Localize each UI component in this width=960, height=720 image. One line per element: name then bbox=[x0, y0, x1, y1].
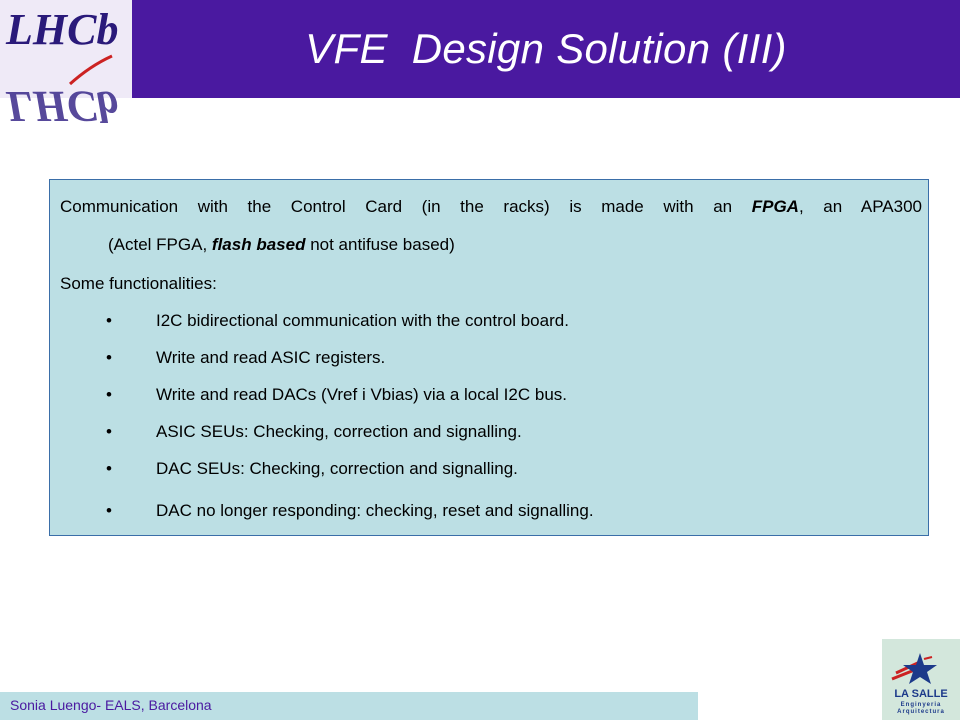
para1-text-post: , an APA300 bbox=[798, 197, 922, 216]
bullet-symbol: • bbox=[106, 501, 112, 520]
lhcb-logo bbox=[0, 0, 132, 131]
lasalle-sub1: Enginyeria bbox=[900, 702, 942, 708]
list-item-text: Write and read ASIC registers. bbox=[156, 348, 386, 367]
lhcb-logo-swoosh bbox=[70, 56, 112, 84]
lhcb-logo-mirror-text: LHCb bbox=[6, 82, 119, 131]
footer-bar bbox=[0, 692, 698, 720]
footer-author: Sonia Luengo- EALS, Barcelona bbox=[10, 697, 212, 713]
fpga-emphasis: FPGA bbox=[751, 197, 799, 216]
bullet-symbol: • bbox=[106, 422, 112, 441]
bullet-symbol: • bbox=[106, 385, 112, 404]
lasalle-name: LA SALLE bbox=[894, 688, 948, 700]
list-item-text: DAC no longer responding: checking, reset and signalling. bbox=[156, 501, 594, 520]
paragraph-communication-continued bbox=[108, 234, 455, 256]
lasalle-sub2: Arquitectura bbox=[897, 709, 945, 715]
lhcb-logo-icon bbox=[0, 0, 132, 131]
para1b-text-pre: (Actel FPGA, bbox=[108, 235, 212, 254]
paragraph-communication bbox=[60, 196, 922, 218]
lhcb-logo-text: LHCb bbox=[6, 5, 119, 54]
paragraph-functionalities: Some functionalities: bbox=[60, 274, 217, 293]
para1-text-pre: Communication with the Control Card (in the racks) is made with an bbox=[60, 197, 752, 216]
list-item-text: Write and read DACs (Vref i Vbias) via a local I2C bus. bbox=[156, 385, 567, 404]
list-item-text: I2C bidirectional communication with the control board. bbox=[156, 311, 569, 330]
lasalle-logo bbox=[882, 639, 960, 720]
bullet-symbol: • bbox=[106, 311, 112, 330]
para1b-text-post: not antifuse based) bbox=[305, 235, 455, 254]
list-item-text: DAC SEUs: Checking, correction and signalling. bbox=[156, 459, 518, 478]
flash-based-emphasis: flash based bbox=[211, 235, 306, 254]
bullet-symbol: • bbox=[106, 348, 112, 367]
list-item-text: ASIC SEUs: Checking, correction and signalling. bbox=[156, 422, 522, 441]
slide-title: VFE Design Solution (III) bbox=[305, 25, 787, 72]
bullet-symbol: • bbox=[106, 459, 112, 478]
slide-header bbox=[0, 0, 960, 131]
content-box bbox=[49, 179, 929, 536]
lasalle-star-icon bbox=[882, 639, 960, 720]
